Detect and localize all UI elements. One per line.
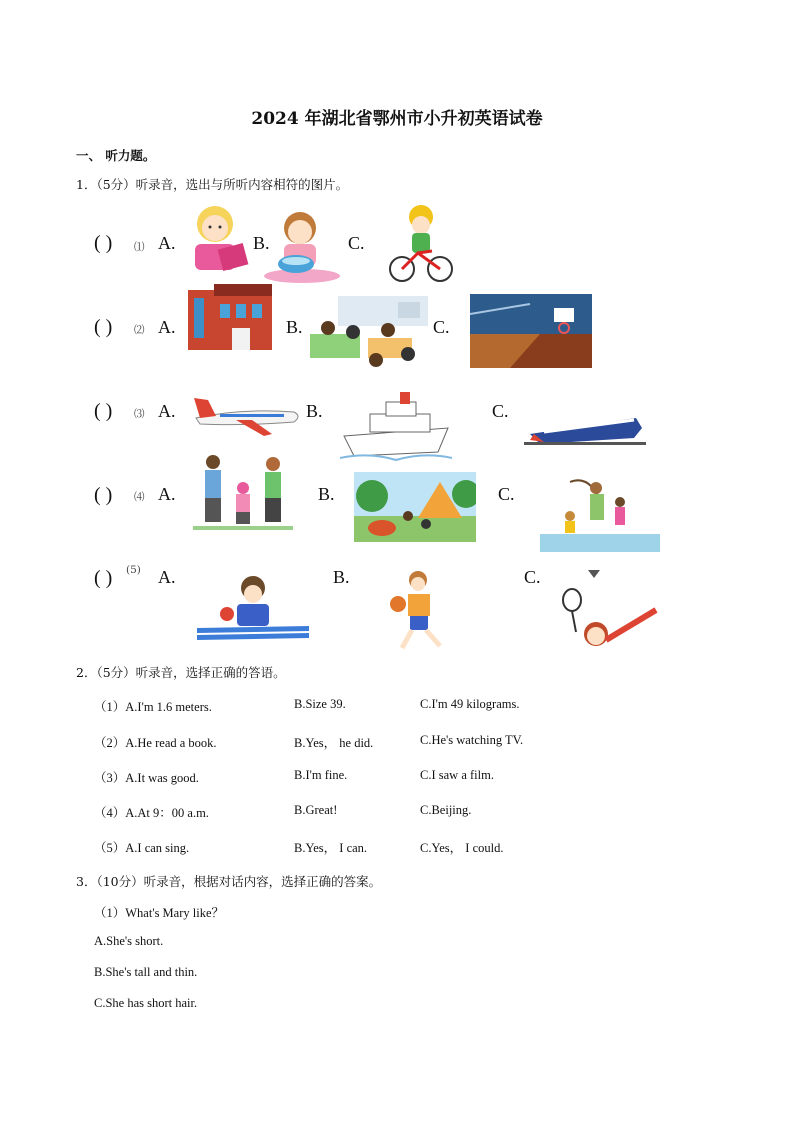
q2-row2-b: B.Yes， he did.	[294, 736, 374, 750]
answer-paren[interactable]: ( )	[94, 484, 113, 506]
option-letter-a: A.	[158, 317, 176, 337]
q3-option-a: A.She's short.	[94, 934, 164, 948]
classroom-picture	[308, 294, 432, 374]
question-1-stem: 1．（5分）听录音，选出与所听内容相符的图片。	[76, 177, 349, 192]
boy-cycling-picture	[388, 203, 454, 285]
q2-row4-c: C.Beijing.	[420, 803, 472, 817]
item-number: ⑶	[134, 408, 145, 420]
question-3-stem: 3．（10分）听录音，根据对话内容，选择正确的答案。	[76, 874, 382, 889]
answer-paren[interactable]: ( )	[94, 232, 113, 254]
q2-row3-c: C.I saw a film.	[420, 768, 494, 782]
q2-row1-a: （1）A.I'm 1.6 meters.	[94, 700, 212, 714]
item-number: ⑵	[134, 324, 145, 336]
answer-paren[interactable]: ( )	[94, 316, 113, 338]
plane-picture	[190, 390, 302, 440]
family-fishing-picture	[540, 474, 660, 552]
option-letter-b: B.	[306, 401, 323, 421]
option-letter-c: C.	[348, 233, 365, 253]
ship-picture	[340, 390, 452, 464]
q3-option-c: C.She has short hair.	[94, 996, 198, 1010]
option-letter-b: B.	[286, 317, 303, 337]
option-letter-a: A.	[158, 401, 176, 421]
item-number: ⑴	[134, 241, 145, 253]
item-number: ⑷	[134, 491, 145, 503]
option-letter-c: C.	[498, 484, 515, 504]
badminton-picture	[560, 566, 662, 650]
q2-row2-a: （2）A.He read a book.	[94, 736, 217, 750]
q3-sub-question: （1）What's Mary like？	[94, 906, 225, 920]
question-2-stem: 2．（5分）听录音，选择正确的答语。	[76, 665, 286, 680]
option-letter-b: B.	[253, 233, 270, 253]
option-letter-c: C.	[433, 317, 450, 337]
option-letter-c: C.	[492, 401, 509, 421]
camping-picture	[354, 472, 476, 542]
option-letter-c: C.	[524, 567, 541, 587]
section-heading: 一、 听力题。	[76, 148, 156, 163]
girl-washing-picture	[262, 206, 340, 284]
item-number: (5)	[126, 564, 141, 576]
option-letter-b: B.	[333, 567, 350, 587]
q2-row4-b: B.Great!	[294, 803, 338, 817]
page-title: 2024 年湖北省鄂州市小升初英语试卷	[251, 109, 543, 129]
train-picture	[524, 398, 646, 448]
q2-row1-c: C.I'm 49 kilograms.	[420, 697, 520, 711]
answer-paren[interactable]: ( )	[94, 400, 113, 422]
option-letter-a: A.	[158, 567, 176, 587]
q2-row3-a: （3）A.It was good.	[94, 771, 199, 785]
option-letter-a: A.	[158, 233, 176, 253]
q2-row3-b: B.I'm fine.	[294, 768, 348, 782]
q2-row1-b: B.Size 39.	[294, 697, 346, 711]
ping-pong-picture	[197, 572, 309, 652]
q3-option-b: B.She's tall and thin.	[94, 965, 198, 979]
basketball-picture	[386, 568, 450, 654]
q2-row5-b: B.Yes， I can.	[294, 841, 368, 855]
library-picture	[184, 280, 276, 352]
q2-row5-a: （5）A.I can sing.	[94, 841, 190, 855]
q2-row5-c: C.Yes， I could.	[420, 841, 504, 855]
q2-row4-a: （4）A.At 9：00 a.m.	[94, 806, 209, 820]
q2-row2-c: C.He's watching TV.	[420, 733, 524, 747]
gym-picture	[470, 294, 592, 368]
option-letter-a: A.	[158, 484, 176, 504]
option-letter-b: B.	[318, 484, 335, 504]
answer-paren[interactable]: ( )	[94, 567, 113, 589]
girl-reading-picture	[180, 202, 250, 278]
family-skating-picture	[193, 452, 293, 532]
